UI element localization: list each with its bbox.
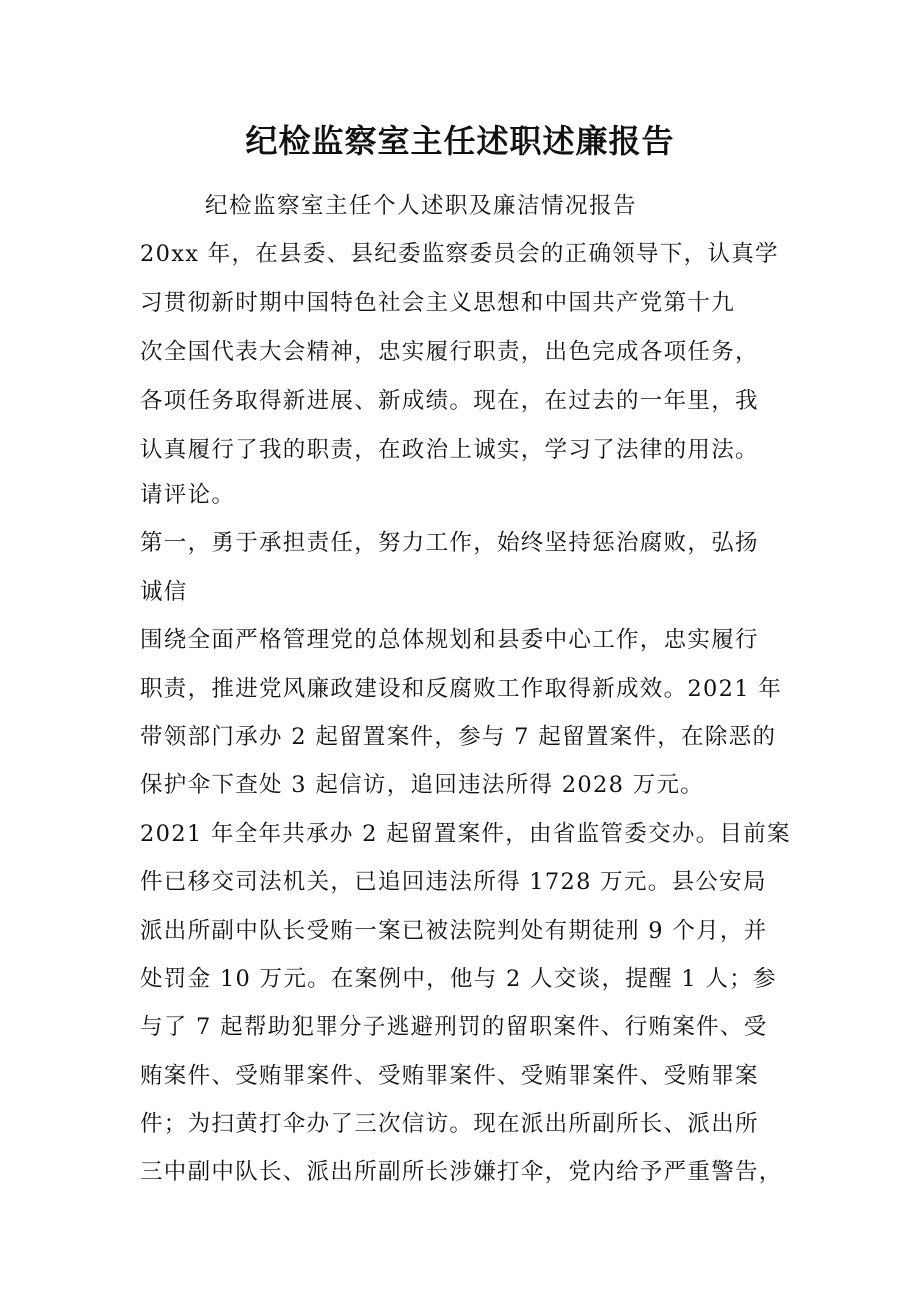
body-line: 保护伞下查处 3 起信访，追回违法所得 2028 万元。 [140,772,705,798]
body-line: 请评论。 [140,482,236,508]
body-line: 职责，推进党风廉政建设和反腐败工作取得新成效。2021 年 [140,676,783,702]
document-title: 纪检监察室主任述职述廉报告 [245,122,675,160]
body-line: 20xx 年，在县委、县纪委监察委员会的正确领导下，认真学 [140,241,779,267]
body-line: 派出所副中队长受贿一案已被法院判处有期徒刑 9 个月，并 [140,918,768,944]
body-line: 件已移交司法机关，已追回违法所得 1728 万元。县公安局 [140,869,767,895]
body-line: 件；为扫黄打伞办了三次信访。现在派出所副所长、派出所 [140,1111,759,1137]
body-line: 各项任务取得新进展、新成绩。现在，在过去的一年里，我 [140,388,759,414]
body-line: 认真履行了我的职责，在政治上诚实，学习了法律的用法。 [140,437,759,463]
body-line: 三中副中队长、派出所副所长涉嫌打伞，党内给予严重警告， [140,1159,783,1185]
body-line: 与了 7 起帮助犯罪分子逃避刑罚的留职案件、行贿案件、受 [140,1014,768,1040]
body-line: 处罚金 10 万元。在案例中，他与 2 人交谈，提醒 1 人；参 [140,966,777,992]
body-line: 习贯彻新时期中国特色社会主义思想和中国共产党第十九 [140,290,736,316]
body-line: 2021 年全年共承办 2 起留置案件，由省监管委交办。目前案 [140,821,791,847]
body-line: 围绕全面严格管理党的总体规划和县委中心工作，忠实履行 [140,627,759,653]
body-line: 贿案件、受贿罪案件、受贿罪案件、受贿罪案件、受贿罪案 [140,1063,759,1089]
section-heading-line: 第一，勇于承担责任，努力工作，始终坚持惩治腐败，弘扬 [140,530,759,556]
section-heading-line: 诚信 [140,579,188,605]
body-line: 次全国代表大会精神，忠实履行职责，出色完成各项任务， [140,339,759,365]
document-subtitle: 纪检监察室主任个人述职及廉洁情况报告 [205,193,638,219]
body-line: 带领部门承办 2 起留置案件，参与 7 起留置案件，在除恶的 [140,724,777,750]
